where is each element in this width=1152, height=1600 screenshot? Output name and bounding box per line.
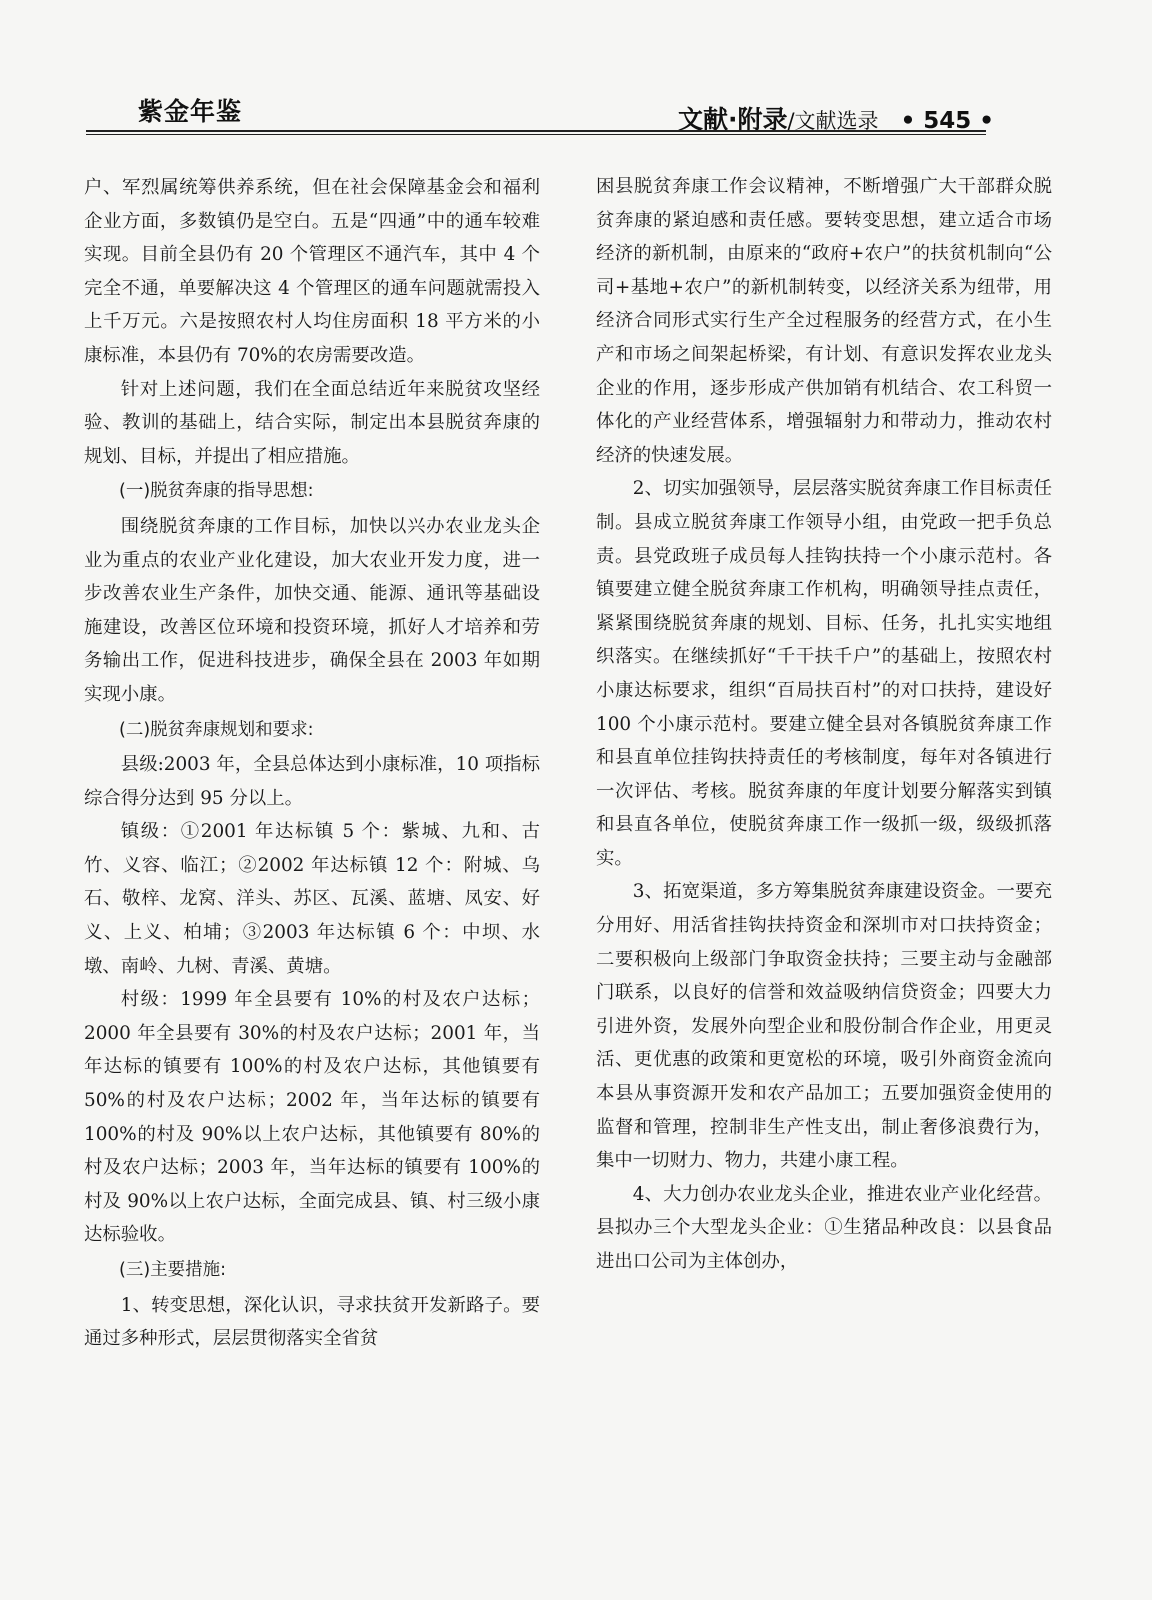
paragraph: 3、拓宽渠道，多方筹集脱贫奔康建设资金。一要充分用好、用活省挂钩扶持资金和深圳市对口扶持资金；二要积极向上级部门争取资金扶持；三要主动与金融部门联系，以良好的信誉和效益吸纳信贷资金；四要大力引进外资，发展外向型企业和股份制合作企业，用更灵活、更优惠的政策和更宽松的环境，吸引外商资金流向本县从事资源开发和农产品加工；五要加强资金使用的监督和管理，控制非生产性支出，制止奢侈浪费行为，集中一切财力、物力，共建小康工程。 bbox=[596, 881, 1052, 1172]
paragraph: 村级：1999 年全县要有 10%的村及农户达标；2000 年全县要有 30%的村及农户达标；2001 年，当年达标的镇要有 100%的村及农户达标，其他镇要有 50%的村及农户达标；2002 年，当年达标的镇要有 100%的村及 90%以上农户达标，其他镇要有 80%的村及农户达标；2003 年，当年达标的镇要有 100%的村及 90%以上农户达标，全面完成县、镇、村三级小康达标验收。 bbox=[84, 989, 540, 1246]
subheading: (三)主要措施: bbox=[119, 1260, 227, 1280]
subsection-title: /文献选录 bbox=[787, 109, 879, 133]
paragraph: 县级:2003 年，全县总体达到小康标准，10 项指标综合得分达到 95 分以上。 bbox=[84, 754, 540, 809]
right-text-column bbox=[596, 170, 1052, 1279]
paragraph: 困县脱贫奔康工作会议精神，不断增强广大干部群众脱贫奔康的紧迫感和责任感。要转变思想，建立适合市场经济的新机制，由原来的“政府+农户”的扶贫机制向“公司+基地+农户”的新机制转变，以经济关系为纽带，用经济合同形式实行生产全过程服务的经营方式，在小生产和市场之间架起桥梁，有计划、有意识发挥农业龙头企业的作用，逐步形成产供加销有机结合、农工科贸一体化的产业经营体系，增强辐射力和带动力，推动农村经济的快速发展。 bbox=[596, 176, 1052, 466]
left-text-column bbox=[84, 171, 540, 1356]
header-rule-thin bbox=[86, 134, 986, 135]
yearbook-title: 紫金年鉴 bbox=[138, 97, 243, 126]
section-title: 文献·附录 bbox=[677, 105, 788, 134]
paragraph: 1、转变思想，深化认识，寻求扶贫开发新路子。要通过多种形式，层层贯彻落实全省贫 bbox=[84, 1294, 540, 1350]
paragraph: 户、军烈属统筹供养系统，但在社会保障基金会和福利企业方面，多数镇仍是空白。五是“四通”中的通车较难实现。目前全县仍有 20 个管理区不通汽车，其中 4 个完全不通，单要解决这 4 个管理区的通车问题就需投入上千万元。六是按照农村人均住房面积 18 平方米的小康标准，本县仍有 70%的农房需要改造。 bbox=[84, 177, 540, 366]
paragraph: 4、大力创办农业龙头企业，推进农业产业化经营。县拟办三个大型龙头企业：①生猪品种改良：以县食品进出口公司为主体创办， bbox=[596, 1183, 1052, 1272]
subheading: (二)脱贫奔康规划和要求: bbox=[119, 719, 314, 740]
paragraph: 围绕脱贫奔康的工作目标，加快以兴办农业龙头企业为重点的农业产业化建设，加大农业开发力度，进一步改善农业生产条件，加快交通、能源、通讯等基础设施建设，改善区位环境和投资环境，抓好人才培养和劳务输出工作，促进科技进步，确保全县在 2003 年如期实现小康。 bbox=[84, 515, 540, 705]
subheading: (一)脱贫奔康的指导思想: bbox=[119, 481, 314, 502]
page-number: • 545 • bbox=[900, 108, 994, 134]
paragraph: 针对上述问题，我们在全面总结近年来脱贫攻坚经验、教训的基础上，结合实际，制定出本县脱贫奔康的规划、目标，并提出了相应措施。 bbox=[84, 378, 540, 467]
paragraph: 2、切实加强领导，层层落实脱贫奔康工作目标责任制。县成立脱贫奔康工作领导小组，由党政一把手负总责。县党政班子成员每人挂钩扶持一个小康示范村。各镇要建立健全脱贫奔康工作机构，明确领导挂点责任，紧紧围绕脱贫奔康的规划、目标、任务，扎扎实实地组织落实。在继续抓好“千干扶千户”的基础上，按照农村小康达标要求，组织“百局扶百村”的对口扶持，建设好 100 个小康示范村。要建立健全县对各镇脱贫奔康工作和县直单位挂钩扶持责任的考核制度，每年对各镇进行一次评估、考核。脱贫奔康的年度计划要分解落实到镇和县直各单位，使脱贫奔康工作一级抓一级，级级抓落实。 bbox=[596, 478, 1052, 869]
header-rule-thick bbox=[86, 130, 986, 132]
paragraph: 镇级：①2001 年达标镇 5 个：紫城、九和、古竹、义容、临江；②2002 年达标镇 12 个：附城、乌石、敬梓、龙窝、洋头、苏区、瓦溪、蓝塘、凤安、好义、上义、柏埔；③2003 年达标镇 6 个：中坝、水墩、南岭、九树、青溪、黄塘。 bbox=[84, 821, 540, 977]
